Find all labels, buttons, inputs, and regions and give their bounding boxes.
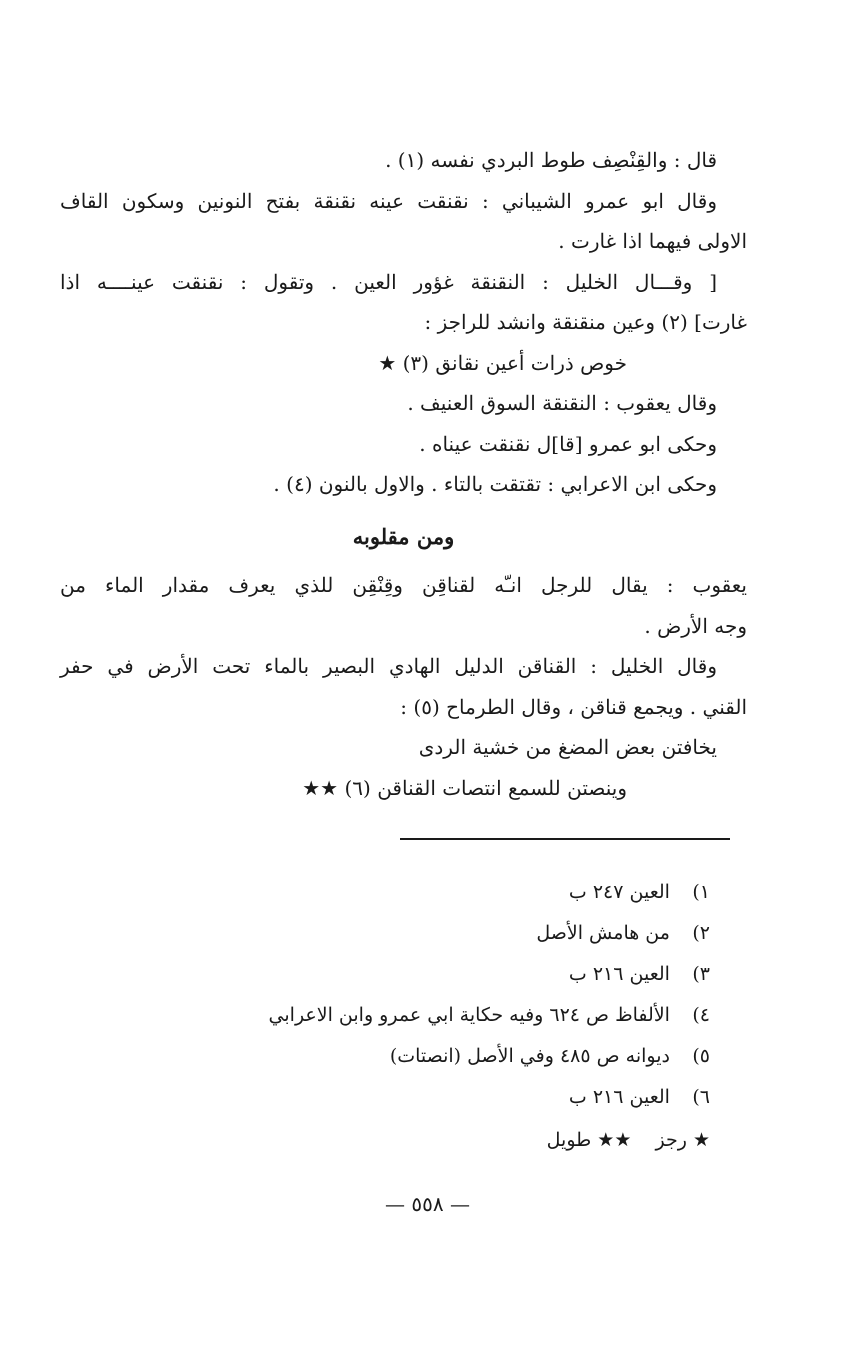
verse-line: خوص ذرات أعين نقانق (٣) ★ [378, 350, 627, 375]
footnote-text: ديوانه ص ٤٨٥ وفي الأصل (انصتات) [389, 1045, 670, 1067]
text-line: [ وقـــال الخليل : النقنقة غؤور العين . وتقول : نقنقت عينــــه اذا [60, 269, 717, 294]
footnote-number: ٣) [692, 963, 710, 985]
footnote-item [150, 995, 710, 1036]
footnote-number: ٢) [692, 922, 710, 944]
text-line: وقال يعقوب : النقنقة السوق العنيف . [407, 391, 717, 415]
text-line: وحكى ابو عمرو [قا]ل نقنقت عيناه . [419, 431, 717, 456]
footnote-text: من هامش الأصل [536, 922, 670, 944]
footnote-number: ٤) [692, 1004, 710, 1026]
text-line: القني . ويجمع قناقن ، وقال الطرماح (٥) : [400, 694, 747, 719]
text-line: الاولى فيهما اذا غارت . [558, 229, 747, 253]
footnote-text: العين ٢٤٧ ب [568, 881, 670, 903]
verse-line: يخافتن بعض المضغ من خشية الردى [418, 735, 717, 759]
footnote-item [150, 1036, 710, 1077]
footnote-divider [400, 838, 730, 840]
page-number: — ٥٥٨ — [385, 1192, 470, 1216]
text-line: وقال الخليل : القناقن الدليل الهادي البصير بالماء تحت الأرض في حفر [60, 654, 717, 678]
footnotes [150, 872, 710, 1161]
section-heading: ومن مقلوبه [352, 523, 455, 549]
text-line: وجه الأرض . [644, 613, 747, 638]
text-line: وقال ابو عمرو الشيباني : نقنقت عينه نقنقة بفتح النونين وسكون القاف [60, 188, 717, 213]
footnote-text: العين ٢١٦ ب [568, 963, 670, 985]
main-text [60, 140, 747, 808]
verse-line: وينصتن للسمع انتصات القناقن (٦) ★★ [302, 775, 627, 800]
footnote-item [150, 872, 710, 913]
footnote-item [150, 913, 710, 954]
text-line: يعقوب : يقال للرجل انـّه لقناقِن وقِنْقِن للذي يعرف مقدار الماء من [60, 573, 747, 597]
footnote-text: الألفاظ ص ٦٢٤ وفيه حكاية ابي عمرو وابن الاعرابي [268, 1004, 670, 1026]
meter-legend: ★ رجز ★★ طويل [546, 1129, 710, 1151]
text-line: قال : والقِنْصِف طوط البردي نفسه (١) . [385, 148, 717, 172]
footnote-number: ٥) [692, 1045, 710, 1067]
footnote-item [150, 1077, 710, 1118]
footnote-item [150, 954, 710, 995]
footnote-number: ١) [692, 881, 710, 903]
text-line: غارت] (٢) وعين منقنقة وانشد للراجز : [424, 310, 747, 334]
footnote-text: العين ٢١٦ ب [568, 1086, 670, 1108]
text-line: وحكى ابن الاعرابي : تقتقت بالتاء . والاول بالنون (٤) . [273, 472, 717, 496]
footnote-number: ٦) [692, 1086, 710, 1108]
